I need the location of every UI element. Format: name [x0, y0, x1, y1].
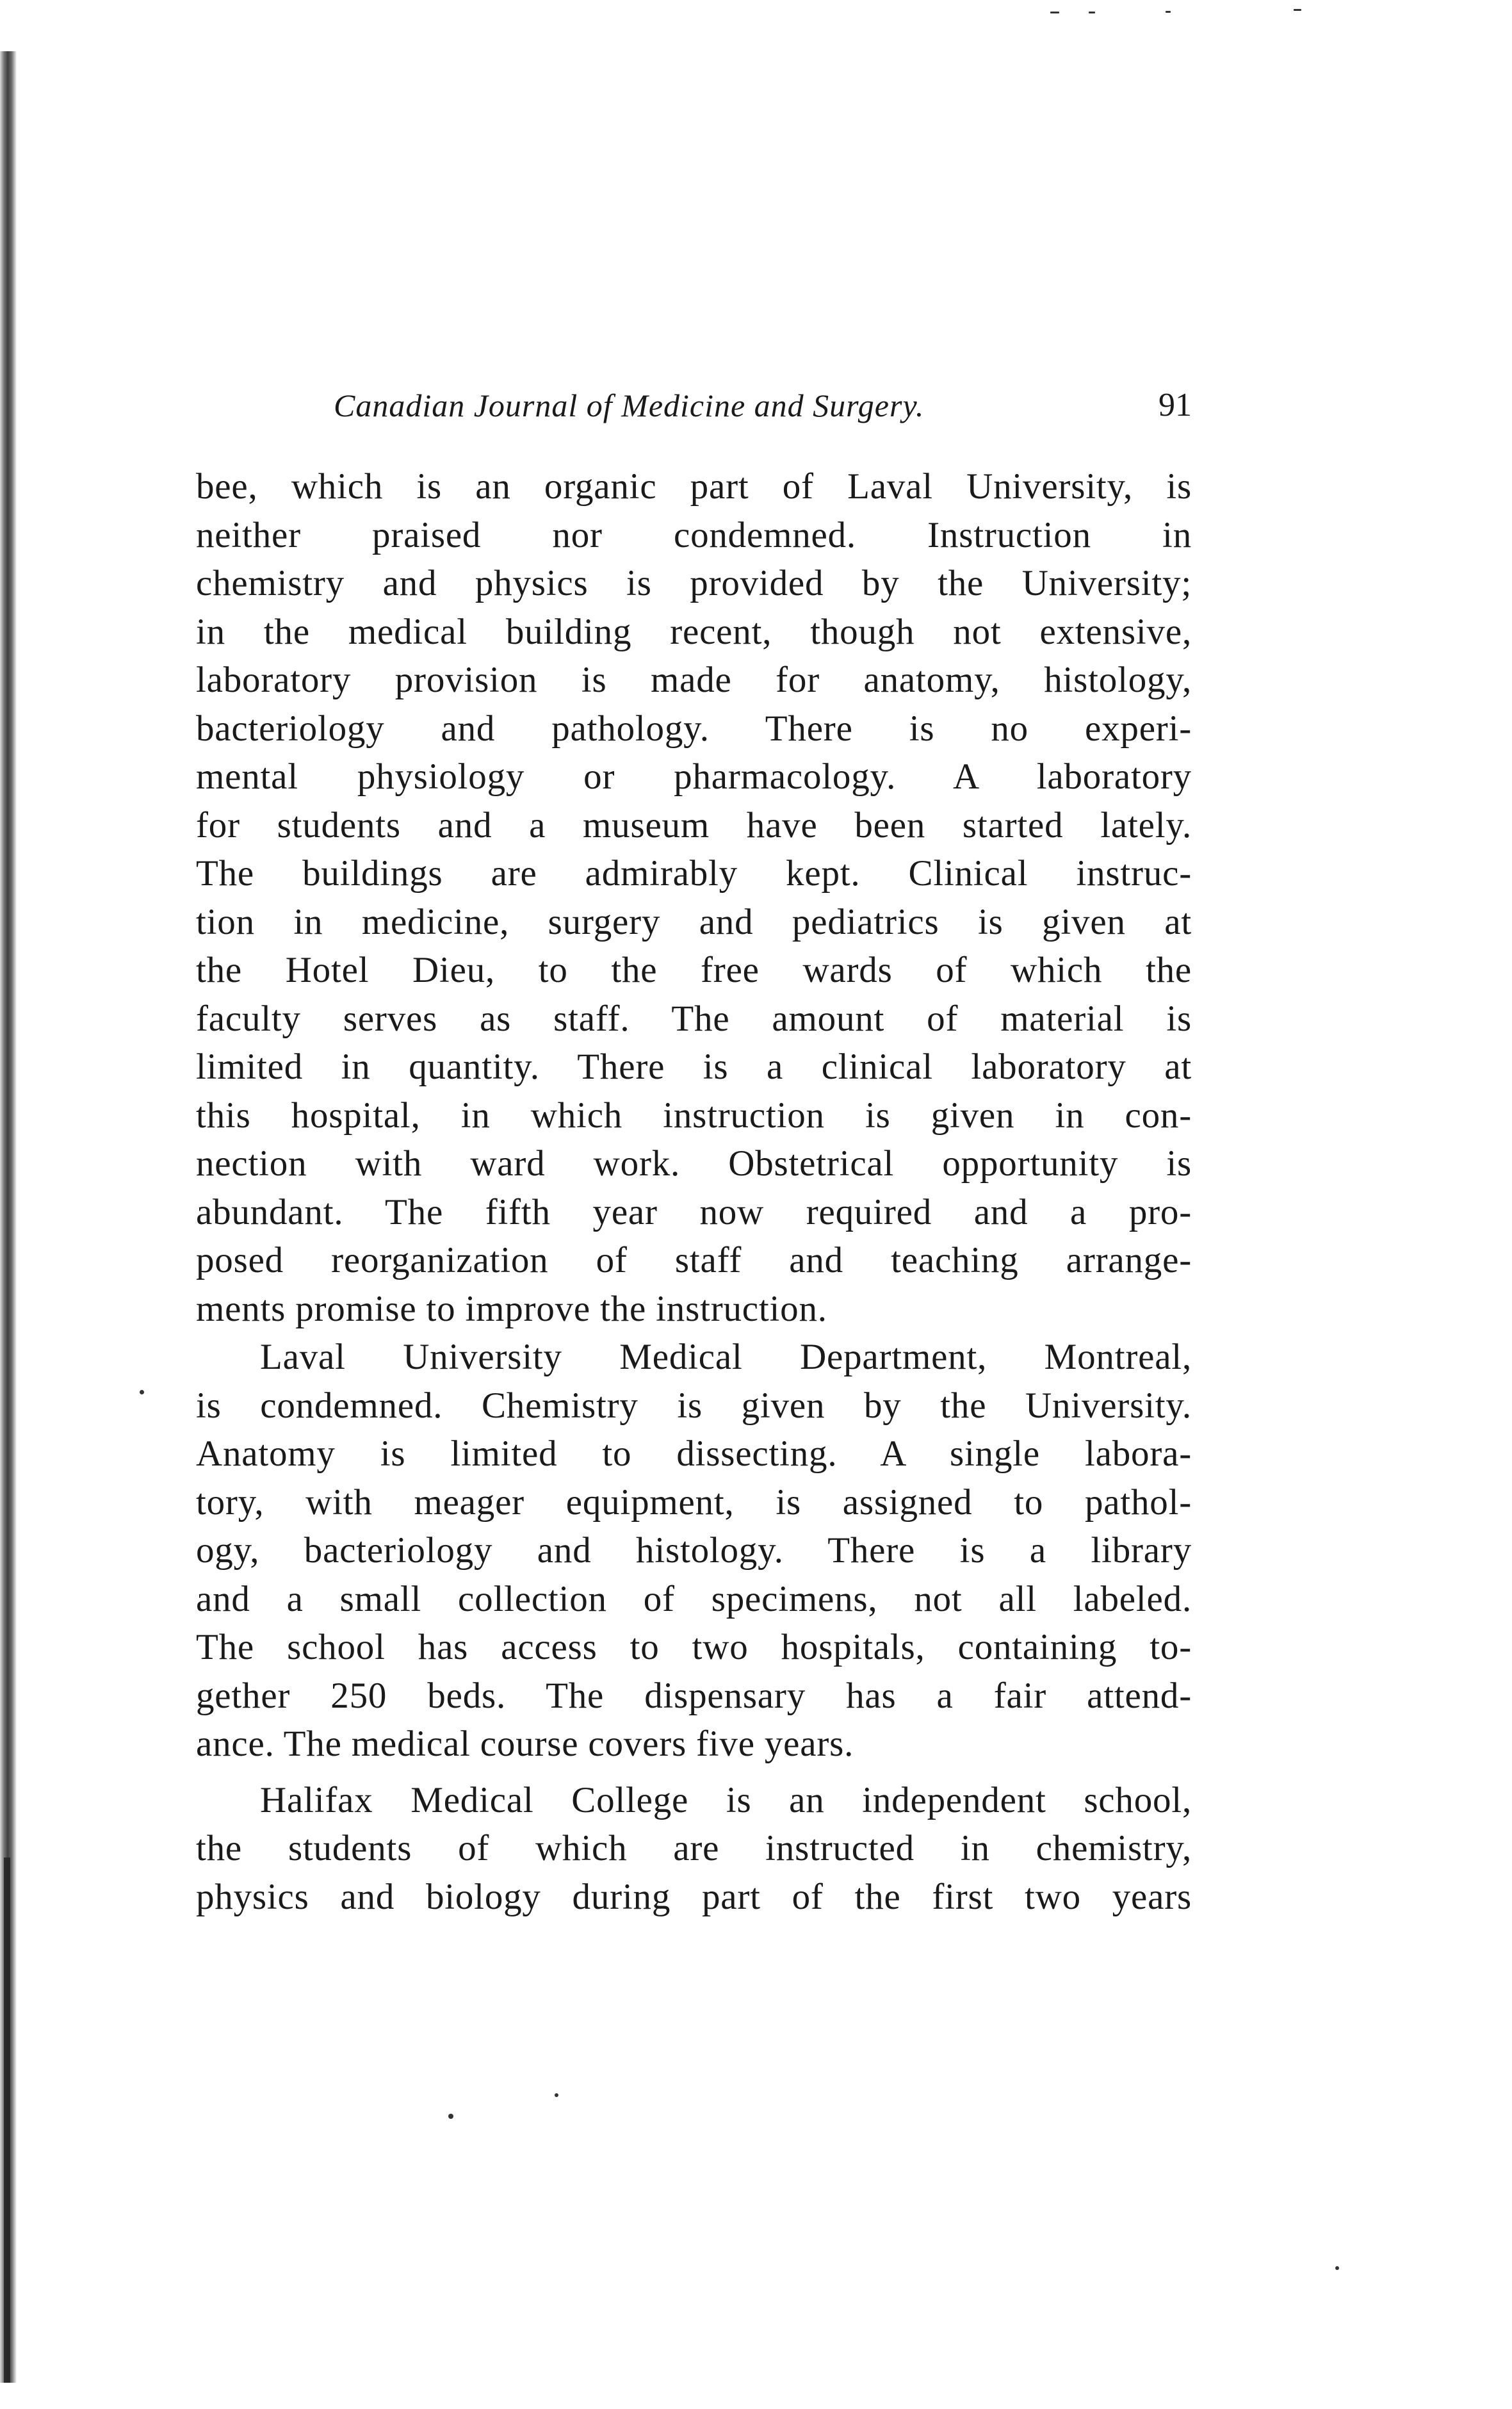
scan-speck: [1166, 11, 1171, 13]
text-line: limited in quantity. There is a clinical laboratory at: [196, 1047, 1192, 1087]
running-head: [196, 383, 1192, 428]
scan-speck: [555, 2093, 558, 2097]
text-line: mental physiology or pharmacology. A laboratory: [196, 756, 1192, 797]
text-line: ance. The medical course covers five years.: [196, 1724, 854, 1764]
paragraph-laval-quebec: [196, 462, 1192, 1333]
page-number: 91: [1158, 387, 1192, 423]
scan-speck: [1294, 9, 1301, 11]
text-line: posed reorganization of staff and teaching arrange-: [196, 1240, 1192, 1280]
text-line: chemistry and physics is provided by the University;: [196, 563, 1192, 603]
text-line: gether 250 beds. The dispensary has a fair attend-: [196, 1675, 1192, 1716]
scan-speck: [1335, 2266, 1339, 2270]
text-line: the students of which are instructed in chemistry,: [196, 1828, 1192, 1868]
scan-speck: [140, 1390, 144, 1394]
text-line: abundant. The fifth year now required and a pro-: [196, 1191, 1192, 1232]
body-text: [196, 462, 1192, 1921]
paragraph-halifax: [196, 1776, 1192, 1922]
binding-edge-shadow: [4, 1858, 10, 2383]
text-line: for students and a museum have been started lately.: [196, 804, 1192, 845]
text-line: Anatomy is limited to dissecting. A single labora-: [196, 1433, 1192, 1474]
text-line: this hospital, in which instruction is given in con-: [196, 1095, 1192, 1136]
text-line: The school has access to two hospitals, containing to-: [196, 1627, 1192, 1667]
text-line: the Hotel Dieu, to the free wards of which the: [196, 950, 1192, 990]
scan-speck: [1050, 12, 1059, 13]
text-line: faculty serves as staff. The amount of material is: [196, 998, 1192, 1039]
text-line: tion in medicine, surgery and pediatrics is given at: [196, 901, 1192, 942]
text-line: in the medical building recent, though not extensive,: [196, 611, 1192, 652]
text-line: and a small collection of specimens, not all labeled.: [196, 1578, 1192, 1619]
text-line: laboratory provision is made for anatomy, histology,: [196, 660, 1192, 700]
text-line: nection with ward work. Obstetrical opportunity is: [196, 1143, 1192, 1184]
text-line: Laval University Medical Department, Montreal,: [260, 1337, 1192, 1377]
scan-speck: [448, 2114, 453, 2119]
text-line: bee, which is an organic part of Laval University, is: [196, 466, 1192, 507]
text-line: ogy, bacteriology and histology. There is a library: [196, 1530, 1192, 1571]
text-line: tory, with meager equipment, is assigned to pathol-: [196, 1482, 1192, 1523]
text-line: physics and biology during part of the first two years: [196, 1876, 1192, 1917]
text-line: is condemned. Chemistry is given by the University.: [196, 1385, 1192, 1426]
running-title: Canadian Journal of Medicine and Surgery.: [334, 388, 925, 423]
text-line: neither praised nor condemned. Instruction in: [196, 514, 1192, 555]
text-line: Halifax Medical College is an independent school,: [260, 1779, 1192, 1820]
paragraph-laval-montreal: [196, 1333, 1192, 1768]
text-line: bacteriology and pathology. There is no experi-: [196, 708, 1192, 749]
text-line: The buildings are admirably kept. Clinical instruc-: [196, 853, 1192, 894]
text-line: ments promise to improve the instruction.: [196, 1288, 827, 1329]
scan-speck: [1089, 12, 1095, 13]
